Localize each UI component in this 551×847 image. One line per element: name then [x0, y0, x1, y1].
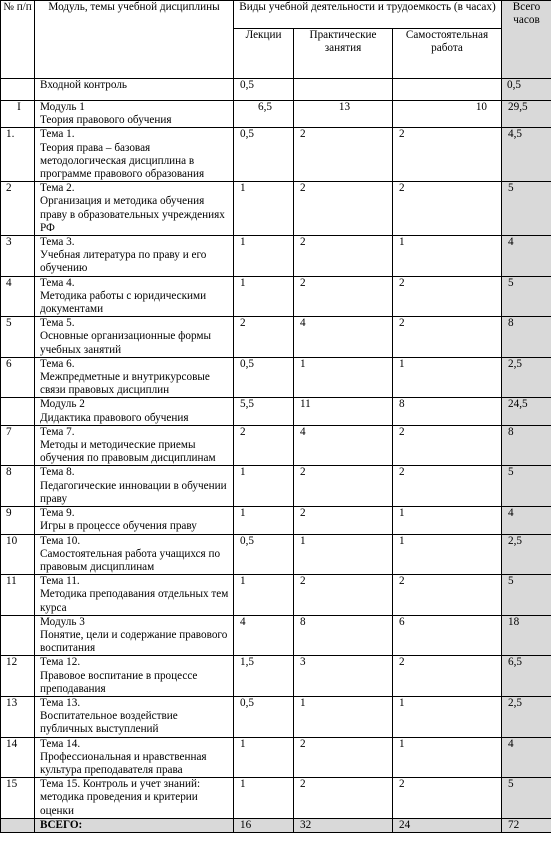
row-total: 29,5 [502, 101, 551, 128]
row-num: 8 [1, 466, 35, 507]
table-row [1, 737, 551, 778]
row-total: 4 [502, 507, 551, 534]
entry-independent [393, 79, 502, 101]
row-independent: 2 [393, 182, 502, 236]
row-title: Тема 12. Правовое воспитание в процессе преподавания [35, 656, 234, 697]
row-num: 7 [1, 425, 35, 466]
table-row [1, 276, 551, 317]
row-practical: 11 [294, 398, 393, 425]
row-independent: 2 [393, 466, 502, 507]
row-num: 15 [1, 778, 35, 819]
row-independent: 2 [393, 128, 502, 182]
row-practical: 2 [294, 778, 393, 819]
header-row-1 [1, 1, 551, 29]
row-lectures: 5,5 [234, 398, 294, 425]
entry-practical [294, 79, 393, 101]
row-total: 4 [502, 737, 551, 778]
row-total: 5 [502, 466, 551, 507]
grand-total: 72 [502, 818, 551, 832]
row-practical: 8 [294, 615, 393, 656]
row-total: 4 [502, 236, 551, 277]
row-practical: 4 [294, 317, 393, 358]
row-lectures: 1 [234, 778, 294, 819]
row-practical: 2 [294, 182, 393, 236]
entry-total: 0,5 [502, 79, 551, 101]
row-practical: 2 [294, 276, 393, 317]
row-title: Тема 1. Теория права – базовая методологическая дисциплина в программе правового образования [35, 128, 234, 182]
row-practical: 3 [294, 656, 393, 697]
table-row [1, 128, 551, 182]
row-title: Тема 2. Организация и методика обучения праву в образовательных учреждениях РФ [35, 182, 234, 236]
grand-label: ВСЕГО: [35, 818, 234, 832]
row-independent: 1 [393, 534, 502, 575]
row-num: 6 [1, 357, 35, 398]
row-num: 4 [1, 276, 35, 317]
row-practical: 13 [294, 101, 393, 128]
row-num: 1. [1, 128, 35, 182]
row-num: 9 [1, 507, 35, 534]
row-num: 14 [1, 737, 35, 778]
row-title: Тема 15. Контроль и учет знаний: методика проведения и критерии оценки [35, 778, 234, 819]
row-total: 6,5 [502, 656, 551, 697]
header-practical: Практические занятия [294, 29, 393, 79]
row-practical: 1 [294, 696, 393, 737]
row-lectures: 1 [234, 575, 294, 616]
grand-lectures: 16 [234, 818, 294, 832]
grand-independent: 24 [393, 818, 502, 832]
row-lectures: 1 [234, 182, 294, 236]
row-lectures: 2 [234, 317, 294, 358]
row-num: 13 [1, 696, 35, 737]
row-practical: 2 [294, 236, 393, 277]
header-total: Всего часов [502, 1, 551, 79]
row-title: Тема 8. Педагогические инновации в обучении праву [35, 466, 234, 507]
row-lectures: 4 [234, 615, 294, 656]
row-title: Тема 9. Игры в процессе обучения праву [35, 507, 234, 534]
row-independent: 1 [393, 696, 502, 737]
table-row [1, 575, 551, 616]
row-num: 11 [1, 575, 35, 616]
row-independent: 10 [393, 101, 502, 128]
row-lectures: 0,5 [234, 696, 294, 737]
row-independent: 2 [393, 778, 502, 819]
table-row [1, 656, 551, 697]
header-lectures: Лекции [234, 29, 294, 79]
row-practical: 4 [294, 425, 393, 466]
row-practical: 2 [294, 575, 393, 616]
table-row [1, 317, 551, 358]
grand-total-row [1, 818, 551, 832]
header-activities: Виды учебной деятельности и трудоемкость (в часах) [234, 1, 502, 29]
row-total: 5 [502, 778, 551, 819]
grand-num [1, 818, 35, 832]
row-total: 5 [502, 575, 551, 616]
row-title: Тема 11. Методика преподавания отдельных тем курса [35, 575, 234, 616]
row-title: Тема 3. Учебная литература по праву и его обучению [35, 236, 234, 277]
row-num [1, 398, 35, 425]
row-num: 10 [1, 534, 35, 575]
row-lectures: 1 [234, 507, 294, 534]
row-title: Тема 10. Самостоятельная работа учащихся по правовым дисциплинам [35, 534, 234, 575]
table-row [1, 357, 551, 398]
table-row [1, 466, 551, 507]
row-lectures: 1 [234, 737, 294, 778]
row-independent: 1 [393, 236, 502, 277]
row-title: Модуль 2 Дидактика правового обучения [35, 398, 234, 425]
row-lectures: 0,5 [234, 534, 294, 575]
row-num: I [1, 101, 35, 128]
row-total: 18 [502, 615, 551, 656]
row-title: Тема 13. Воспитательное воздействие публичных выступлений [35, 696, 234, 737]
row-lectures: 0,5 [234, 128, 294, 182]
row-independent: 2 [393, 425, 502, 466]
row-lectures: 2 [234, 425, 294, 466]
row-num: 3 [1, 236, 35, 277]
row-lectures: 1 [234, 466, 294, 507]
row-independent: 6 [393, 615, 502, 656]
table-body [1, 79, 551, 819]
table-row [1, 236, 551, 277]
row-total: 2,5 [502, 696, 551, 737]
table-row [1, 101, 551, 128]
row-independent: 1 [393, 737, 502, 778]
row-title: Модуль 1 Теория правового обучения [35, 101, 234, 128]
row-practical: 2 [294, 737, 393, 778]
table-row [1, 182, 551, 236]
entry-num [1, 79, 35, 101]
table-row [1, 696, 551, 737]
row-total: 24,5 [502, 398, 551, 425]
row-lectures: 0,5 [234, 357, 294, 398]
row-title: Тема 4. Методика работы с юридическими документами [35, 276, 234, 317]
table-row [1, 615, 551, 656]
row-independent: 1 [393, 507, 502, 534]
row-title: Тема 6. Межпредметные и внутрикурсовые связи правовых дисциплин [35, 357, 234, 398]
table-row [1, 398, 551, 425]
row-title: Модуль 3 Понятие, цели и содержание правового воспитания [35, 615, 234, 656]
row-lectures: 6,5 [234, 101, 294, 128]
row-practical: 2 [294, 128, 393, 182]
header-num: № п/п [1, 1, 35, 79]
row-lectures: 1,5 [234, 656, 294, 697]
row-num: 5 [1, 317, 35, 358]
entry-title: Входной контроль [35, 79, 234, 101]
row-independent: 8 [393, 398, 502, 425]
row-lectures: 1 [234, 276, 294, 317]
row-practical: 2 [294, 466, 393, 507]
header-independent: Самостоятельная работа [393, 29, 502, 79]
row-independent: 2 [393, 656, 502, 697]
row-total: 2,5 [502, 357, 551, 398]
table-row [1, 534, 551, 575]
row-title: Тема 5. Основные организационные формы учебных занятий [35, 317, 234, 358]
row-practical: 1 [294, 534, 393, 575]
row-practical: 2 [294, 507, 393, 534]
row-total: 4,5 [502, 128, 551, 182]
header-module: Модуль, темы учебной дисциплины [35, 1, 234, 79]
row-independent: 1 [393, 357, 502, 398]
row-independent: 2 [393, 276, 502, 317]
row-total: 5 [502, 182, 551, 236]
row-independent: 2 [393, 317, 502, 358]
entry-lectures: 0,5 [234, 79, 294, 101]
row-total: 8 [502, 317, 551, 358]
row-total: 2,5 [502, 534, 551, 575]
row-total: 8 [502, 425, 551, 466]
row-num: 2 [1, 182, 35, 236]
table-row [1, 778, 551, 819]
row-title: Тема 14. Профессиональная и нравственная культура преподавателя права [35, 737, 234, 778]
row-total: 5 [502, 276, 551, 317]
entry-row [1, 79, 551, 101]
table-row [1, 507, 551, 534]
row-practical: 1 [294, 357, 393, 398]
row-num [1, 615, 35, 656]
row-title: Тема 7. Методы и методические приемы обучения по правовым дисциплинам [35, 425, 234, 466]
row-num: 12 [1, 656, 35, 697]
table-row [1, 425, 551, 466]
row-independent: 2 [393, 575, 502, 616]
grand-practical: 32 [294, 818, 393, 832]
row-lectures: 1 [234, 236, 294, 277]
